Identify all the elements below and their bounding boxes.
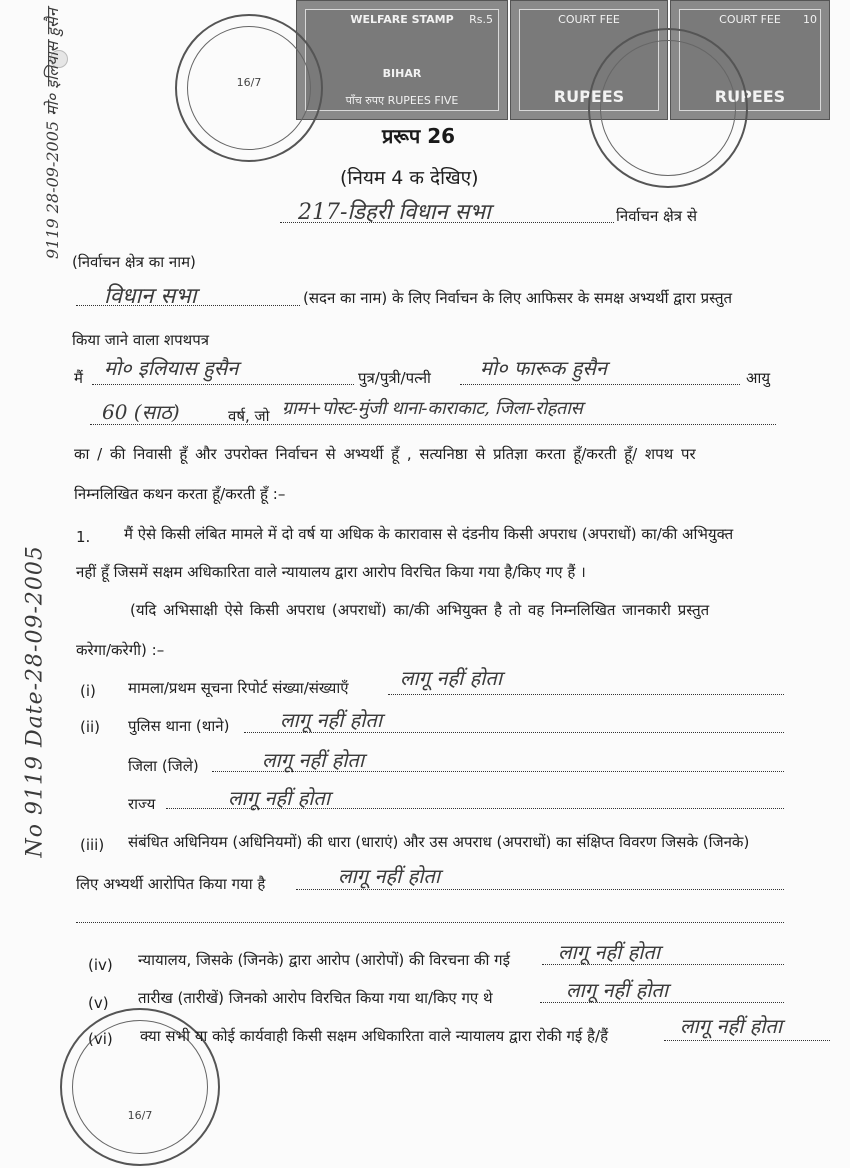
item-number: (iii)	[80, 836, 105, 854]
police-station-value: लागू नहीं होता	[280, 708, 382, 732]
item1-cont: नहीं हूँ जिसमें सक्षम अधिकारिता वाले न्यायालय द्वारा आरोप विरचित किया गया है/किए गए हैं ।	[76, 563, 586, 581]
stamp-text: Rs.5	[469, 13, 493, 26]
official-seal	[588, 28, 748, 188]
form-title: प्ररूप 26	[382, 124, 456, 148]
date-charge-label: तारीख (तारीखें) जिनको आरोप विरचित किया गया था/किए गए थे	[138, 989, 493, 1007]
dotted-line	[460, 384, 740, 385]
stamp-text: RUPEES	[553, 87, 625, 106]
age-label: आयु	[746, 369, 771, 387]
item-number: 1.	[76, 528, 91, 546]
dotted-line	[542, 964, 784, 965]
court-label: न्यायालय, जिसके (जिनके) द्वारा आरोप (आरोपों) की विरचना की गई	[138, 951, 510, 969]
margin-note: 9119 28-09-2005 मो० इलियास हुसैन	[43, 8, 62, 259]
seal-date: 16/7	[127, 1108, 153, 1122]
item-number: (i)	[80, 682, 96, 700]
proviso-line: (यदि अभिसाक्षी ऐसे किसी अपराध (अपराधों) का/की अभियुक्त है तो वह निम्नलिखित जानकारी प्रस्तुत	[130, 601, 710, 619]
proviso-line: करेगा/करेगी) :–	[76, 641, 165, 659]
relation-text: पुत्र/पुत्री/पत्नी	[358, 369, 431, 387]
sections-label: संबंधित अधिनियम (अधिनियमों) की धारा (धाराएं) और उस अपराध (अपराधों) का संक्षिप्त विवरण जिसके (जिनके)	[128, 833, 750, 851]
item-number: (ii)	[80, 718, 101, 736]
me-text: मैं	[74, 369, 83, 387]
constituency-suffix: निर्वाचन क्षेत्र से	[616, 207, 697, 225]
seal-date: 16/7	[236, 76, 262, 90]
age-value: 60 (साठ)	[102, 400, 180, 424]
district-label: जिला (जिले)	[128, 757, 199, 775]
item-number: (vi)	[88, 1030, 113, 1048]
constituency-value: 217-डिहरी विधान सभा	[298, 200, 491, 225]
dotted-line	[280, 222, 614, 223]
dotted-line	[388, 694, 784, 695]
dotted-line	[76, 922, 784, 923]
dotted-line	[296, 889, 784, 890]
dotted-line	[212, 771, 784, 772]
district-value: लागू नहीं होता	[262, 748, 364, 772]
official-seal	[175, 14, 323, 162]
item-number: (iv)	[88, 956, 113, 974]
statement-line: निम्नलिखित कथन करता हूँ/करती हूँ :–	[74, 485, 286, 503]
state-label: राज्य	[128, 795, 156, 813]
constituency-label: (निर्वाचन क्षेत्र का नाम)	[72, 253, 196, 271]
form-subtitle: (नियम 4 क देखिए)	[340, 167, 479, 189]
house-value: विधान सभा	[104, 284, 197, 309]
sections-cont: लिए अभ्यर्थी आरोपित किया गया है	[76, 875, 266, 893]
affidavit-text: किया जाने वाला शपथपत्र	[72, 331, 210, 349]
item-number: (v)	[88, 994, 109, 1012]
margin-registration-note: No 9119 Date-28-09-2005	[22, 545, 48, 858]
resident-line: का / की निवासी हूँ और उपरोक्त निर्वाचन से अभ्यर्थी हूँ , सत्यनिष्ठा से प्रतिज्ञा करता हूँ/करती हूँ/ शपथ पर	[74, 445, 696, 463]
date-charge-value: लागू नहीं होता	[566, 978, 668, 1002]
house-text: (सदन का नाम) के लिए निर्वाचन के लिए आफिसर के समक्ष अभ्यर्थी द्वारा प्रस्तुत	[303, 289, 733, 307]
dotted-line	[540, 1002, 784, 1003]
stamp-text: COURT FEE	[558, 13, 620, 26]
dotted-line	[244, 732, 784, 733]
case-number-label: मामला/प्रथम सूचना रिपोर्ट संख्या/संख्याएँ	[128, 679, 349, 697]
state-value: लागू नहीं होता	[228, 786, 330, 810]
years-text: वर्ष, जो	[228, 407, 270, 425]
stamp-text: RUPEES	[714, 87, 786, 106]
dotted-line	[76, 305, 300, 306]
sections-value: लागू नहीं होता	[338, 864, 440, 888]
stayed-label: क्या सभी या कोई कार्यवाही किसी सक्षम अधिकारिता वाले न्यायालय द्वारा रोकी गई है/हैं	[140, 1027, 609, 1045]
stamp-text: पाँच रुपए RUPEES FIVE	[345, 94, 459, 107]
stamp-text: BIHAR	[382, 67, 422, 80]
stamp-text: COURT FEE	[719, 13, 781, 26]
dotted-line	[166, 808, 784, 809]
dotted-line	[664, 1040, 830, 1041]
deponent-name: मो० इलियास हुसैन	[104, 356, 239, 380]
address-value: ग्राम+पोस्ट-मुंजी थाना-काराकाट, जिला-रोहतास	[282, 398, 583, 419]
dotted-line	[90, 424, 776, 425]
case-number-value: लागू नहीं होता	[400, 666, 502, 690]
stamp-text: 10	[803, 13, 817, 26]
item1-text: मैं ऐसे किसी लंबित मामले में दो वर्ष या अधिक के कारावास से दंडनीय किसी अपराध (अपराधों) का/की अभियुक्त	[124, 525, 734, 543]
father-name: मो० फारूक हुसैन	[480, 356, 607, 380]
stamp-text: WELFARE STAMP	[350, 13, 454, 26]
welfare-stamp	[296, 0, 508, 120]
stayed-value: लागू नहीं होता	[680, 1014, 782, 1038]
court-value: लागू नहीं होता	[558, 940, 660, 964]
police-station-label: पुलिस थाना (थाने)	[128, 717, 230, 735]
dotted-line	[92, 384, 354, 385]
